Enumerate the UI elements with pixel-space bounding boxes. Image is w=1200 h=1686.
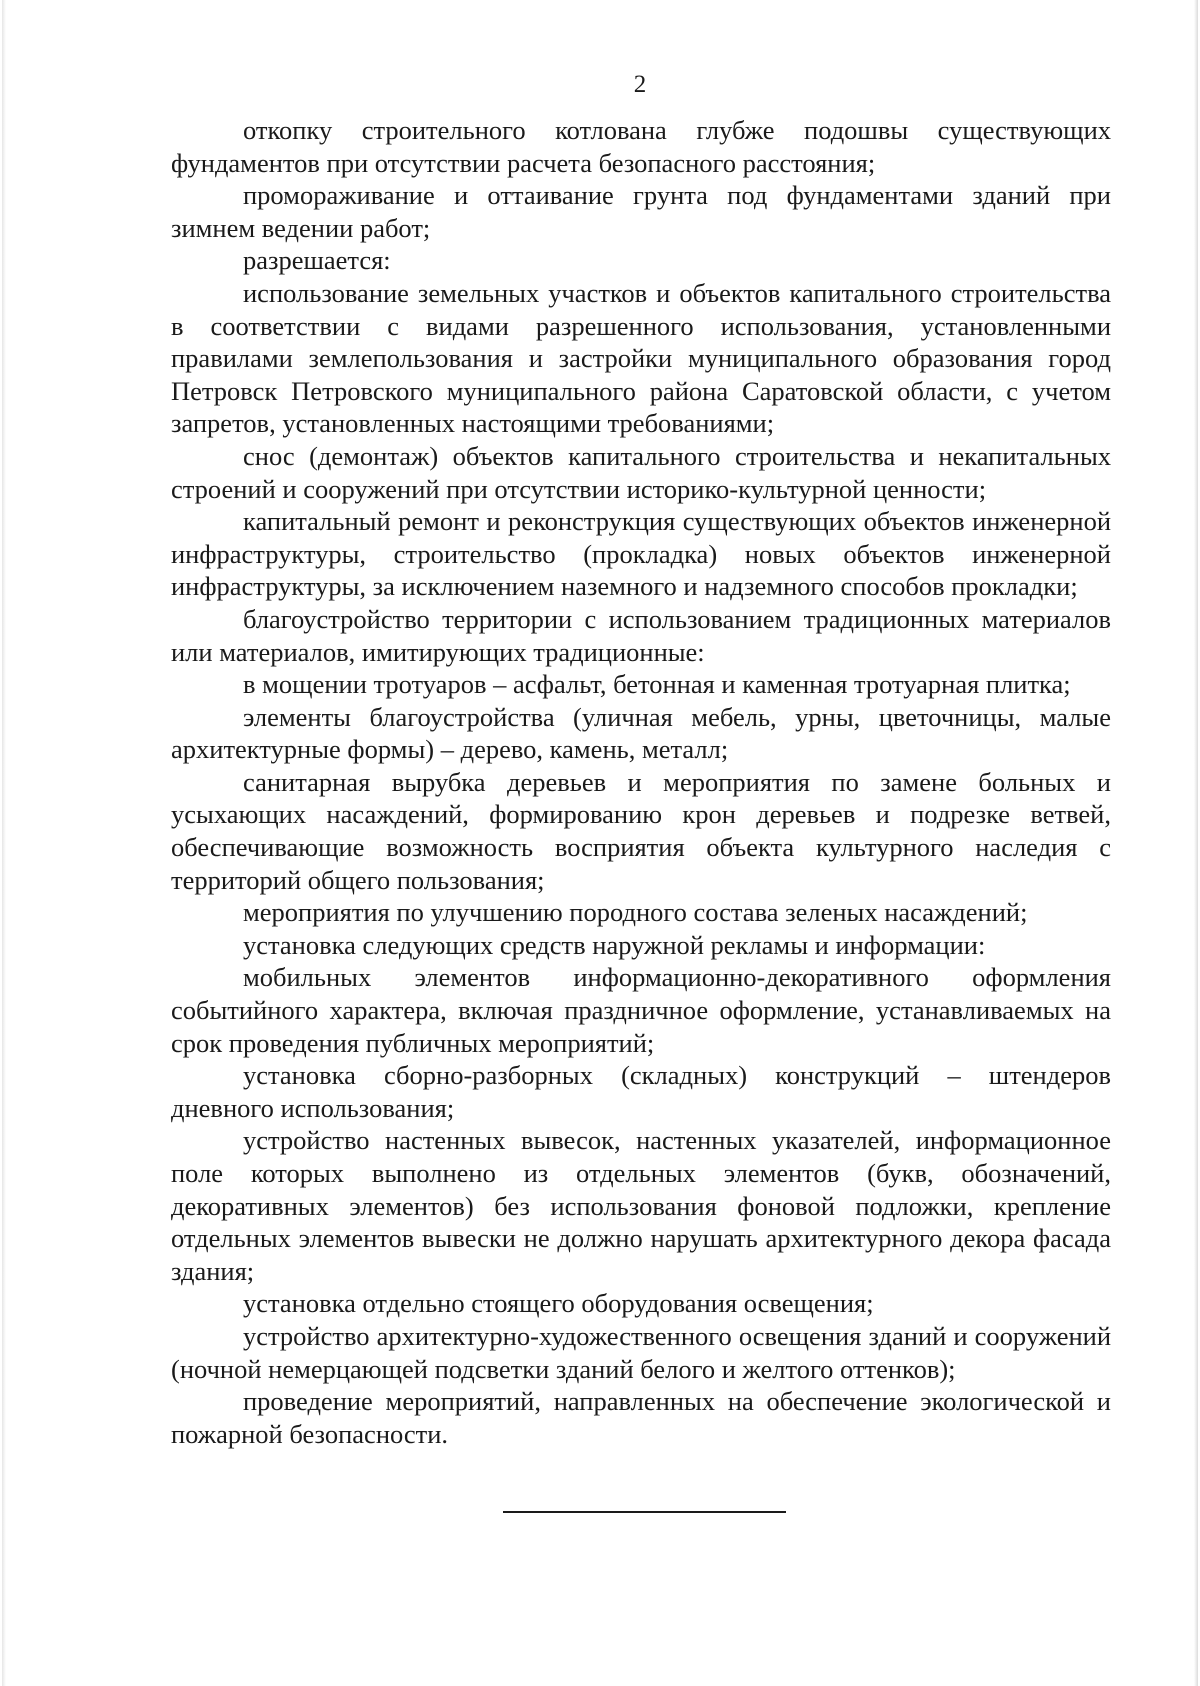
- paragraph: устройство настенных вывесок, настенных указателей, информационное поле которых выполнено из отдельных элементов (букв, обозначений, декоративных элементов) без использования фоновой подложки, крепление отдельных элементов вывески не должно нарушать архитектурного декора фасада здания;: [171, 1125, 1111, 1286]
- paragraph: капитальный ремонт и реконструкция существующих объектов инженерной инфраструктуры, строительство (прокладка) новых объектов инженерной инфраструктуры, за исключением наземного и надземного способов прокладки;: [171, 506, 1111, 602]
- document-body: [171, 114, 1111, 1450]
- paragraph: проведение мероприятий, направленных на обеспечение экологической и пожарной безопасности.: [171, 1386, 1111, 1449]
- paragraph: мероприятия по улучшению породного состава зеленых насаждений;: [243, 897, 1028, 928]
- scan-edge-right: [1194, 0, 1198, 1686]
- paragraph: откопку строительного котлована глубже подошвы существующих фундаментов при отсутствии расчета безопасного расстояния;: [171, 115, 1111, 178]
- paragraph: благоустройство территории с использованием традиционных материалов или материалов, имитирующих традиционные:: [171, 603, 1111, 667]
- paragraph: установка сборно-разборных (складных) конструкций – штендеров дневного использования;: [171, 1060, 1111, 1123]
- paragraph: использование земельных участков и объектов капитального строительства в соответствии с видами разрешенного использования, установленными правилами землепользования и застройки муниципального образования город Петровск Петровского муниципального района Саратовской области, с учетом запретов, установленных настоящими требованиями;: [171, 277, 1111, 439]
- page-number: 2: [633, 71, 647, 98]
- paragraph: элементы благоустройства (уличная мебель, урны, цветочницы, малые архитектурные формы) – дерево, камень, металл;: [171, 701, 1111, 765]
- paragraph: разрешается:: [243, 245, 391, 276]
- paragraph: устройство архитектурно-художественного освещения зданий и сооружений (ночной немерцающей подсветки зданий белого и желтого оттенков);: [171, 1320, 1111, 1384]
- scan-edge-left: [2, 0, 6, 1686]
- paragraph: санитарная вырубка деревьев и мероприятия по замене больных и усыхающих насаждений, формированию крон деревьев и подрезке ветвей, обеспечивающие возможность восприятия объекта культурного наследия с территорий общего пользования;: [171, 766, 1111, 895]
- paragraph: установка следующих средств наружной рекламы и информации:: [243, 929, 986, 960]
- paragraph: установка отдельно стоящего оборудования освещения;: [243, 1288, 874, 1319]
- paragraph: промораживание и оттаивание грунта под фундаментами зданий при зимнем ведении работ;: [171, 180, 1111, 243]
- paragraph: мобильных элементов информационно-декоративного оформления событийного характера, включая праздничное оформление, устанавливаемых на срок проведения публичных мероприятий;: [171, 962, 1111, 1058]
- paragraph: в мощении тротуаров – асфальт, бетонная и каменная тротуарная плитка;: [243, 669, 1071, 700]
- closing-divider-line: [503, 1511, 786, 1513]
- paragraph: снос (демонтаж) объектов капитального строительства и некапитальных строений и сооружений при отсутствии историко-культурной ценности;: [171, 440, 1111, 504]
